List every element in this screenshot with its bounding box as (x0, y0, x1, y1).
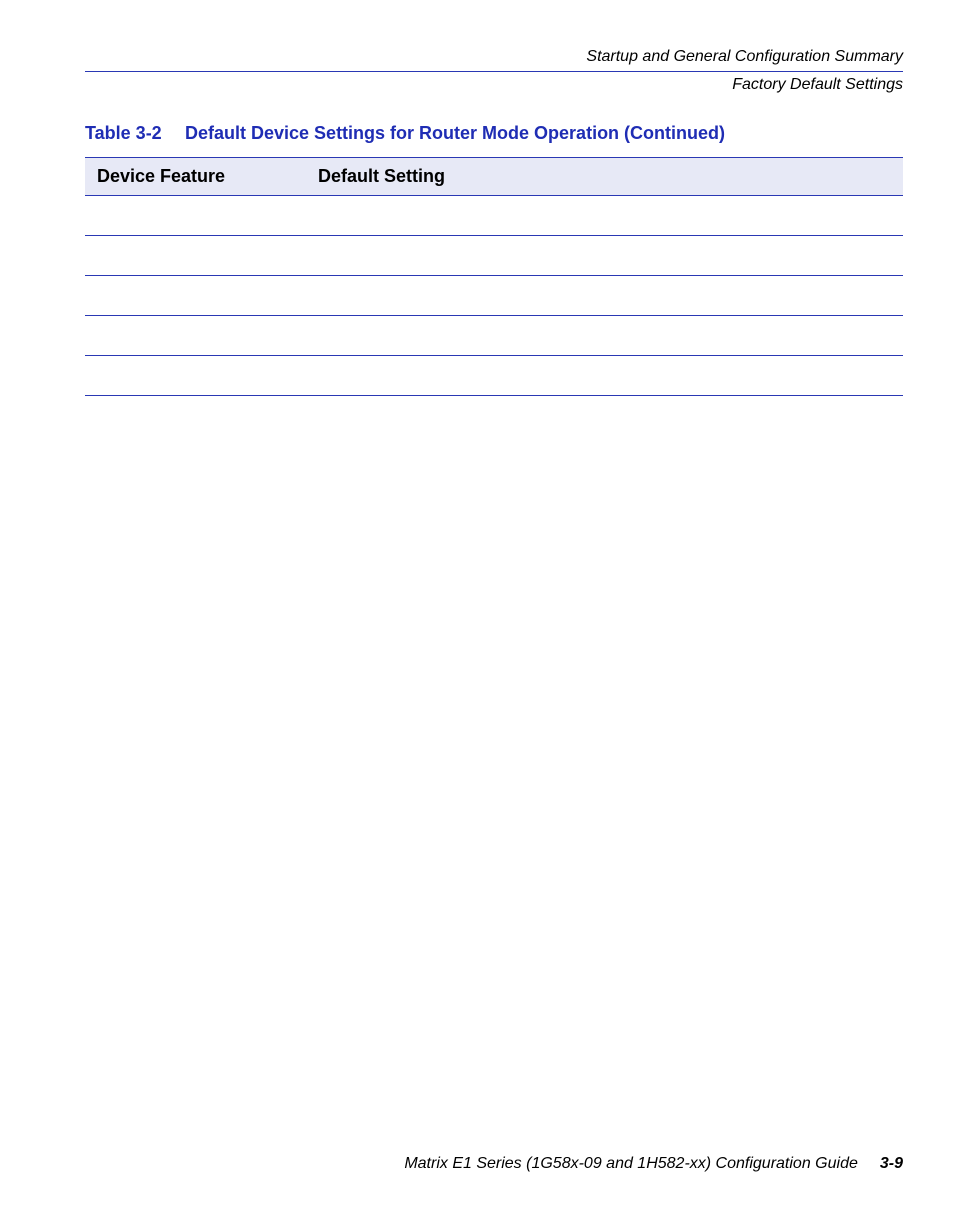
header-rule (85, 71, 903, 72)
page-number: 3-9 (879, 1155, 903, 1172)
table-row (85, 276, 903, 316)
table-row (85, 196, 903, 236)
table-number: Table 3-2 (85, 123, 162, 143)
table-caption (85, 122, 725, 144)
table-row (85, 356, 903, 396)
column-header-device-feature: Device Feature (97, 166, 226, 186)
footer-guide-title: Matrix E1 Series (1G58x-09 and 1H582-xx) Configuration Guide (404, 1155, 858, 1172)
table-title: Default Device Settings for Router Mode Operation (Continued) (185, 123, 726, 143)
table-header-row (85, 157, 903, 196)
settings-table (85, 157, 903, 396)
running-head-subsection: Factory Default Settings (732, 76, 903, 93)
running-head-section: Startup and General Configuration Summary (586, 48, 903, 65)
table-row (85, 236, 903, 276)
table-row (85, 316, 903, 356)
column-header-default-setting: Default Setting (318, 166, 446, 186)
page-footer (85, 1154, 903, 1174)
